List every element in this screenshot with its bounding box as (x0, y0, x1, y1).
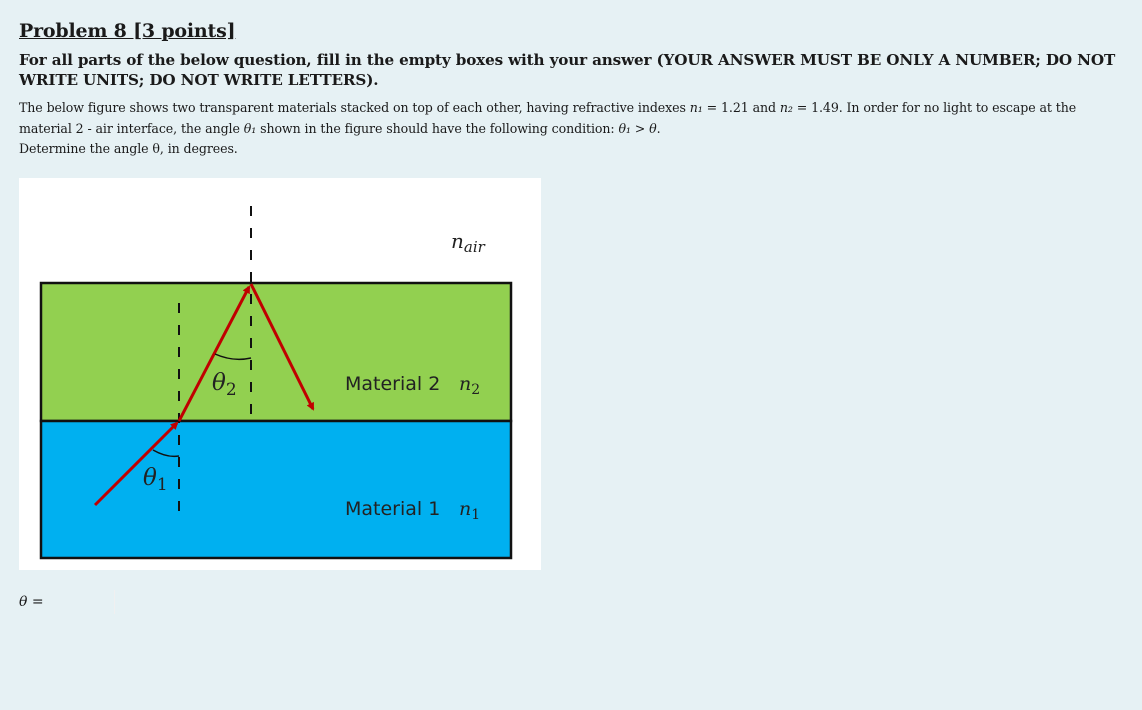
problem-title: Problem 8 [3 points] (19, 20, 236, 42)
statement-text-4: . (656, 120, 661, 136)
n1-symbol: n₁ (689, 100, 703, 115)
theta1-label: $\theta_1$ (143, 465, 168, 495)
theta1-symbol: θ₁ (243, 120, 257, 136)
air-index-label: $n_{air}$ (451, 229, 485, 256)
n1-value: = 1.21 (702, 100, 749, 115)
statement-and: and (748, 100, 780, 115)
n2-value: = 1.49 (792, 100, 839, 115)
answer-label: θ = (19, 594, 44, 610)
condition: θ₁ > θ (618, 120, 657, 136)
material2-index: $n_2$ (459, 373, 481, 398)
refraction-figure (19, 178, 541, 570)
problem-instructions: For all parts of the below question, fill in the empty boxes with your answer (YOUR ANSWER MUST BE ONLY A NUMBER; DO NOT WRITE UNITS; DO NOT WRITE LETTERS). (19, 51, 1116, 89)
answer-input[interactable] (50, 590, 115, 614)
statement-text-2: . In order for no light to escape at the material 2 - air interface, the angle (19, 100, 1077, 136)
material2-layer (41, 283, 511, 421)
material1-label: Material 1 (345, 498, 441, 520)
statement-text-3: shown in the figure should have the following condition: (256, 120, 619, 136)
statement-text-1: The below figure shows two transparent materials stacked on top of each other, having refractive indexes (19, 100, 690, 115)
problem-statement (19, 98, 1129, 160)
answer-row (19, 590, 115, 614)
n2-symbol: n₂ (779, 100, 793, 115)
refraction-diagram (19, 178, 541, 570)
material1-index: $n_1$ (459, 498, 481, 523)
material2-label: Material 2 (345, 373, 441, 395)
determine-text: Determine the angle θ, in degrees. (19, 141, 238, 156)
theta2-label: $\theta_2$ (212, 370, 237, 400)
